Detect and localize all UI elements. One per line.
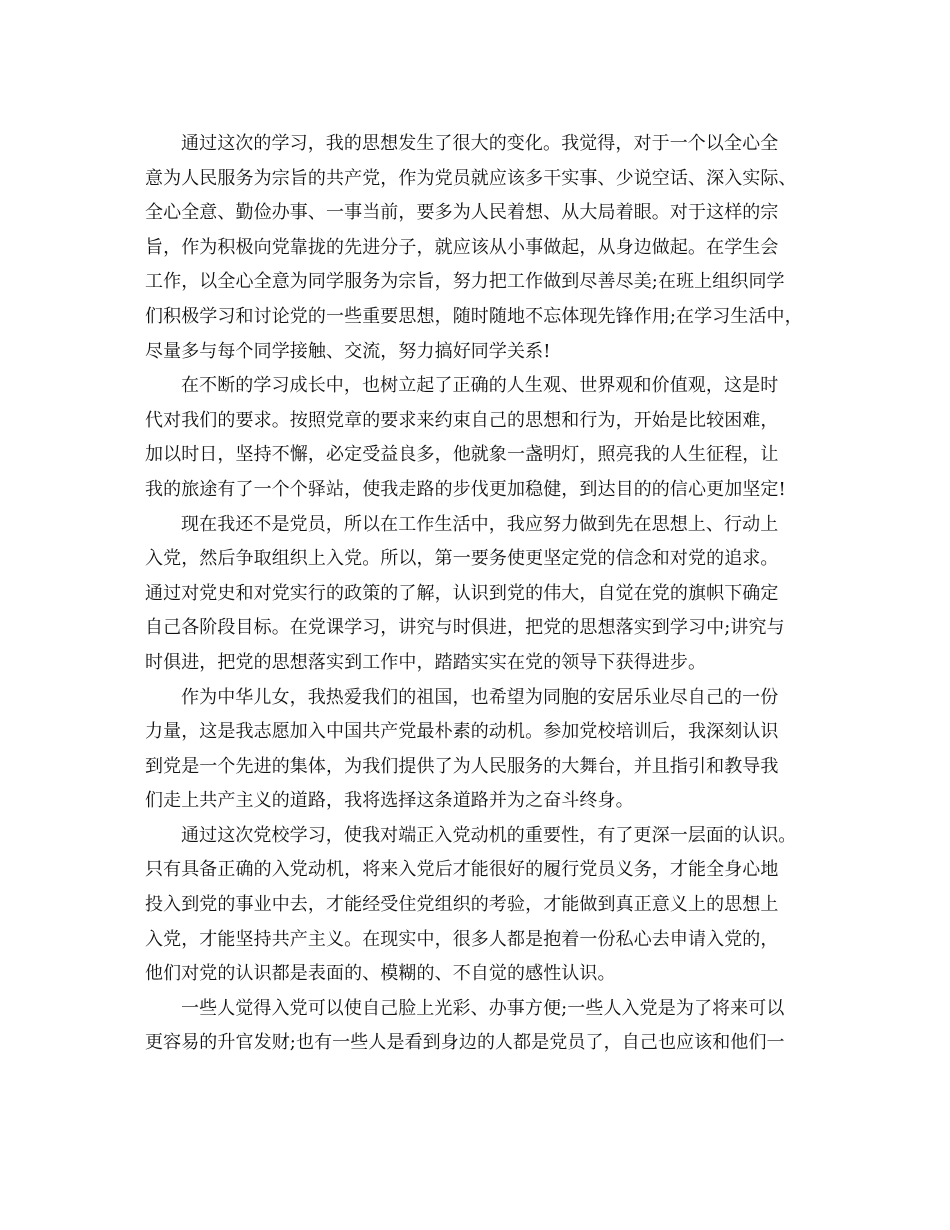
text-line: 自己各阶段目标。在党课学习，讲究与时俱进，把党的思想落实到学习中;讲究与 (145, 617, 785, 639)
text-line: 尽量多与每个同学接触、交流，努力搞好同学关系! (145, 340, 551, 362)
text-line: 入党，然后争取组织上入党。所以，第一要务使更坚定党的信念和对党的追求。 (145, 548, 779, 570)
text-line: 旨，作为积极向党靠拢的先进分子，就应该从小事做起，从身边做起。在学生会 (145, 236, 779, 258)
paragraph (145, 127, 810, 369)
document-body (145, 127, 810, 1061)
text-line: 到党是一个先进的集体，为我们提供了为人民服务的大舞台，并且指引和教导我 (145, 755, 779, 777)
text-line: 们积极学习和讨论党的一些重要思想，随时随地不忘体现先锋作用;在学习生活中， (145, 305, 803, 327)
text-line: 作为中华儿女，我热爱我们的祖国，也希望为同胞的安居乐业尽自己的一份 (181, 686, 779, 708)
text-line: 入党，才能坚持共产主义。在现实中，很多人都是抱着一份私心去申请入党的， (145, 928, 779, 950)
text-line: 只有具备正确的入党动机，将来入党后才能很好的履行党员义务，才能全身心地 (145, 859, 779, 881)
paragraph (145, 369, 810, 507)
paragraph (145, 681, 810, 819)
text-line: 时俱进，把党的思想落实到工作中，踏踏实实在党的领导下获得进步。 (145, 651, 707, 673)
text-line: 们走上共产主义的道路，我将选择这条道路并为之奋斗终身。 (145, 790, 634, 812)
paragraph (145, 819, 810, 992)
paragraph (145, 508, 810, 681)
text-line: 通过这次的学习，我的思想发生了很大的变化。我觉得，对于一个以全心全 (181, 133, 779, 154)
text-line: 加以时日，坚持不懈，必定受益良多，他就象一盏明灯，照亮我的人生征程，让 (145, 444, 779, 466)
text-line: 一些人觉得入党可以使自己脸上光彩、办事方便;一些人入党是为了将来可以 (181, 997, 785, 1019)
text-line: 力量，这是我志愿加入中国共产党最朴素的动机。参加党校培训后，我深刻认识 (145, 721, 779, 743)
text-line: 在不断的学习成长中，也树立起了正确的人生观、世界观和价值观，这是时 (181, 375, 779, 397)
text-line: 通过对党史和对党实行的政策的了解，认识到党的伟大，自觉在党的旗帜下确定 (145, 582, 779, 604)
text-line: 意为人民服务为宗旨的共产党，作为党员就应该多干实事、少说空话、深入实际、 (145, 167, 797, 189)
text-line: 投入到党的事业中去，才能经受住党组织的考验，才能做到真正意义上的思想上 (145, 894, 779, 916)
paragraph (145, 992, 810, 1061)
text-line: 工作，以全心全意为同学服务为宗旨，努力把工作做到尽善尽美;在班上组织同学 (145, 271, 785, 293)
text-line: 他们对党的认识都是表面的、模糊的、不自觉的感性认识。 (145, 963, 616, 985)
text-line: 现在我还不是党员，所以在工作生活中，我应努力做到先在思想上、行动上 (181, 513, 779, 535)
text-line: 我的旅途有了一个个驿站，使我走路的步伐更加稳健，到达目的的信心更加坚定! (145, 478, 786, 500)
text-line: 更容易的升官发财;也有一些人是看到身边的人都是党员了，自己也应该和他们一 (145, 1032, 785, 1054)
text-line: 全心全意、勤俭办事、一事当前，要多为人民着想、从大局着眼。对于这样的宗 (145, 202, 779, 224)
text-line: 通过这次党校学习，使我对端正入党动机的重要性，有了更深一层面的认识。 (181, 824, 797, 846)
text-line: 代对我们的要求。按照党章的要求来约束自己的思想和行为，开始是比较困难， (145, 409, 779, 431)
